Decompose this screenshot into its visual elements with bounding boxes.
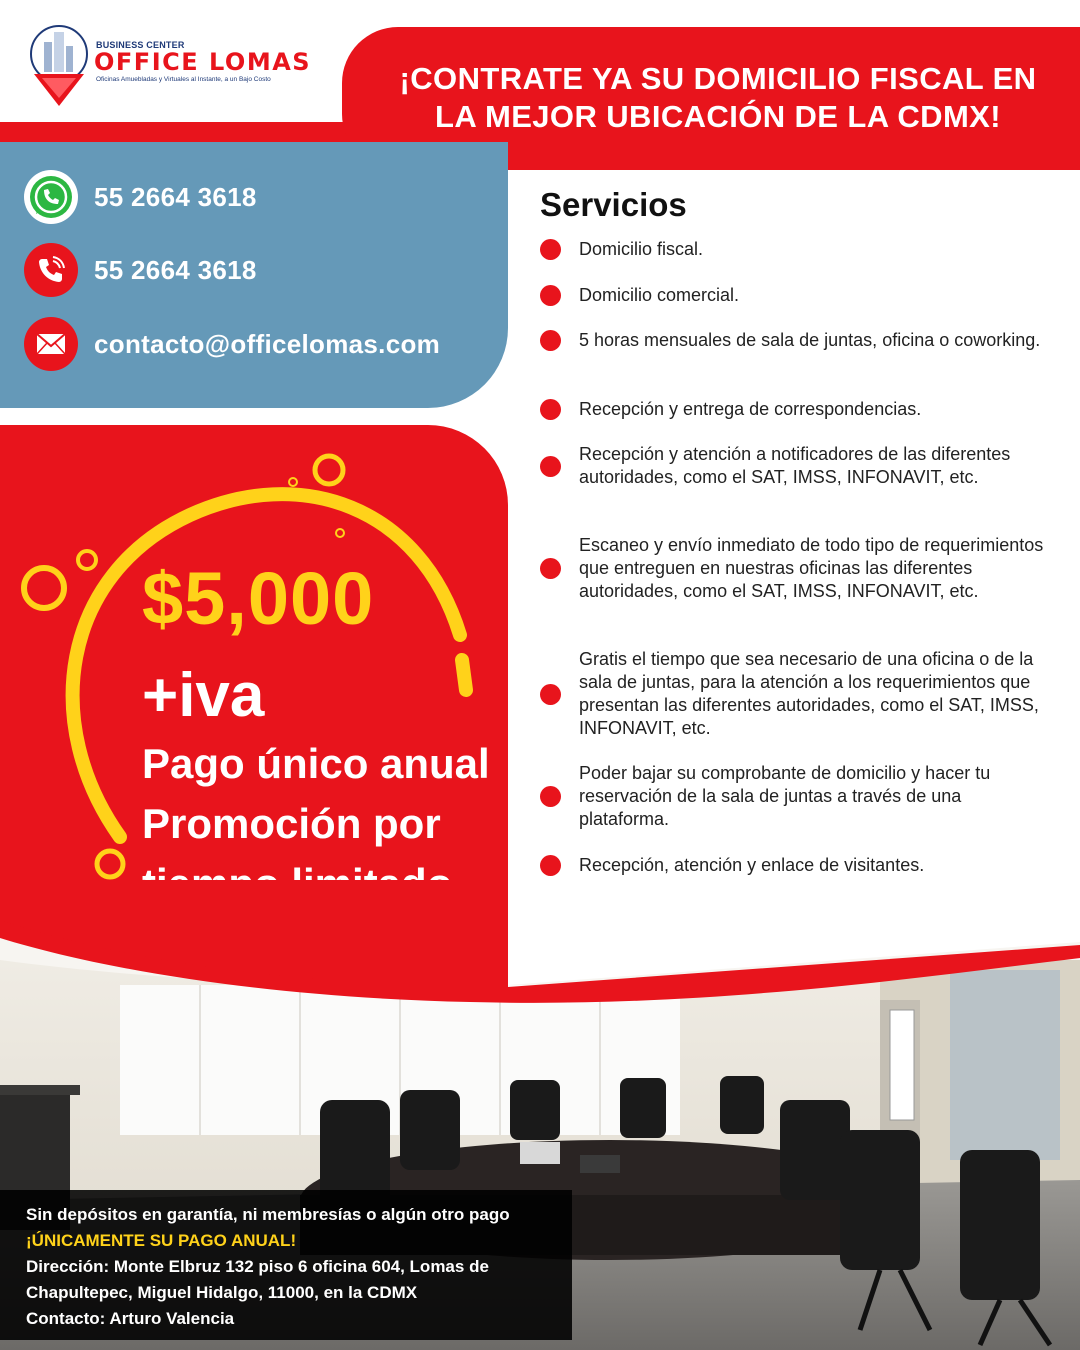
price-line-1: Pago único anual: [142, 740, 490, 787]
service-text: Poder bajar su comprobante de domicilio y hacer tu reservación de la sala de juntas a través de una plataforma.: [579, 763, 991, 829]
bullet-icon: [540, 330, 561, 351]
bullet-icon: [540, 684, 561, 705]
footer-address-1: Dirección: Monte Elbruz 132 piso 6 oficina 604, Lomas de: [26, 1257, 489, 1276]
service-text: 5 horas mensuales de sala de juntas, oficina o coworking.: [579, 330, 1041, 350]
phone-icon: [24, 243, 78, 297]
whatsapp-icon: [24, 170, 78, 224]
bullet-icon: [540, 239, 561, 260]
services-title: Servicios: [540, 186, 687, 223]
wave-divider: [0, 880, 1080, 1010]
service-item: [540, 443, 1050, 489]
header-title: [362, 60, 1074, 136]
price-amount: $5,000: [142, 557, 375, 640]
service-item: [540, 329, 1050, 352]
price-tax: +iva: [142, 661, 265, 730]
contact-whatsapp[interactable]: [24, 169, 257, 225]
service-text: Domicilio comercial.: [579, 285, 740, 305]
footer-address-2: Chapultepec, Miguel Hidalgo, 11000, en la CDMX: [26, 1283, 418, 1302]
footer-contact-person: Contacto: Arturo Valencia: [26, 1309, 235, 1328]
bullet-icon: [540, 786, 561, 807]
service-item: [540, 398, 1050, 421]
email-icon: [24, 317, 78, 371]
footer-no-deposits: Sin depósitos en garantía, ni membresías o algún otro pago: [26, 1205, 510, 1224]
brand-logo: [28, 22, 318, 112]
service-text: Recepción y entrega de correspondencias.: [579, 399, 922, 419]
bullet-icon: [540, 558, 561, 579]
header-title-line-2: LA MEJOR UBICACIÓN DE LA CDMX!: [435, 99, 1001, 134]
service-text: Recepción, atención y enlace de visitantes.: [579, 855, 925, 875]
location-pin-icon: [28, 22, 90, 108]
brand-small-label: BUSINESS CENTER: [96, 40, 185, 50]
service-item: [540, 854, 1050, 877]
service-item: [540, 762, 1050, 831]
service-item: [540, 648, 1050, 740]
service-item: [540, 238, 1050, 261]
service-text: Domicilio fiscal.: [579, 239, 704, 259]
phone-number: 55 2664 3618: [94, 254, 257, 285]
service-item: [540, 534, 1050, 603]
contact-email[interactable]: [24, 316, 440, 372]
price-line-2: Promoción por: [142, 800, 441, 847]
service-text: Recepción y atención a notificadores de las diferentes autoridades, como el SAT, IMSS, INFONAVIT, etc.: [579, 444, 1011, 487]
contact-phone[interactable]: [24, 242, 257, 298]
bullet-icon: [540, 399, 561, 420]
bullet-icon: [540, 456, 561, 477]
brand-tagline: Oficinas Amuebladas y Virtuales al Instante, a un Bajo Costo: [96, 76, 271, 83]
service-text: Escaneo y envío inmediato de todo tipo de requerimientos que entreguen en nuestras oficinas las diferentes autoridades, como el SAT, IMSS, INFONAVIT, etc.: [579, 535, 1044, 601]
header-title-line-1: ¡CONTRATE YA SU DOMICILIO FISCAL EN: [399, 61, 1037, 96]
footer-annual-payment: ¡ÚNICAMENTE SU PAGO ANUAL!: [26, 1231, 297, 1250]
footer-info: [0, 1190, 572, 1340]
service-text: Gratis el tiempo que sea necesario de una oficina o de la sala de juntas, para la atención a los requerimientos que presentan las diferentes autoridades, como el SAT, IMSS, INFONAVIT, etc.: [579, 649, 1039, 738]
whatsapp-number: 55 2664 3618: [94, 181, 257, 212]
email-address: contacto@officelomas.com: [94, 328, 441, 359]
service-item: [540, 284, 1050, 307]
bullet-icon: [540, 285, 561, 306]
brand-name: OFFICE LOMAS: [94, 48, 312, 76]
bullet-icon: [540, 855, 561, 876]
